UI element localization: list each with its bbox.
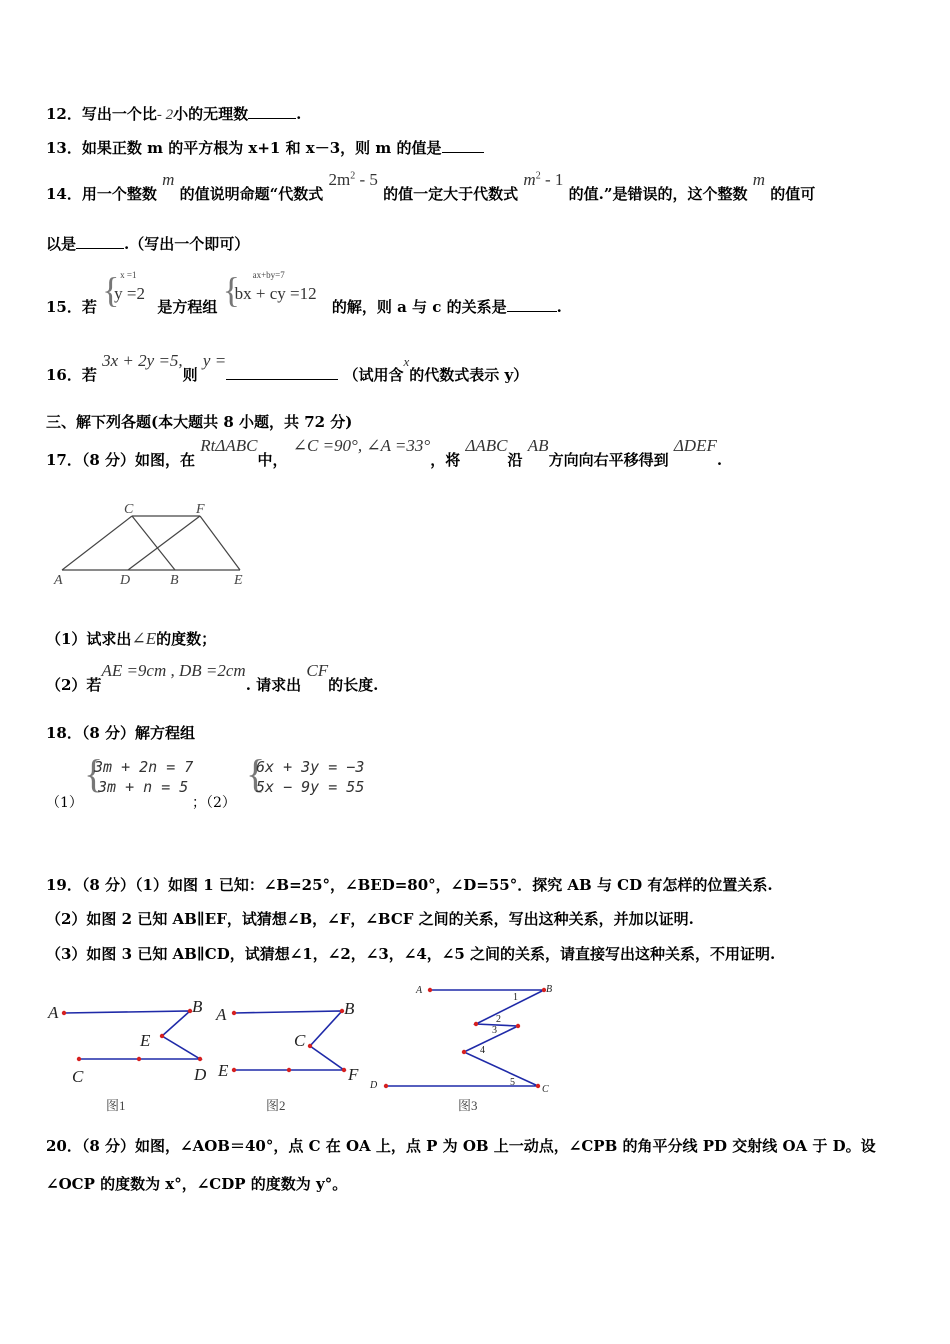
answer-blank[interactable] [248,104,296,119]
figure-1 [44,996,224,1116]
label-b: B [192,997,203,1016]
expr-2m2-5: $2m^2 - 5$ [328,170,378,189]
question-17-part1: （1）试求出∠E的度数； [46,629,217,648]
question-19-line3: （3）如图 3 已知 AB∥CD，试猜想∠1，∠2，∠3，∠4，∠5 之间的关系，请直接写出这种关系，不用证明. [46,945,776,963]
segment-fe [200,516,240,570]
question-18-systems: （1） { 3m + 2n = 7 3m + n = 5 ；（2） { 6x + 3y = −3 5x − 9y = 55 [46,751,365,811]
label-b: B [170,573,179,588]
equation-system: { ax+by=7 bx + cy =12 [222,270,317,310]
answer-blank[interactable] [442,138,484,153]
question-17-part2: （2）若AE =9cm , DB =2cm. 请求出 CF的长度. [46,661,379,694]
question-13: 13．如果正数 m 的平方根为 x+1 和 x－3，则 m 的值是 [46,137,484,158]
label-f: F [348,1065,359,1084]
question-12: 12．写出一个比- 2小的无理数 . [46,105,302,123]
label-a: A [54,573,63,588]
label-c: C [542,1084,549,1095]
figure-2 [214,996,374,1116]
angle-2-label: 2 [496,1014,501,1025]
angle-5-label: 5 [510,1077,515,1088]
label-a: A [216,1005,227,1024]
label-d: D [370,1080,378,1091]
answer-blank[interactable] [76,234,124,249]
label-e: E [218,1061,229,1080]
system1-eq1: 3m + 2n = 7 [94,758,194,776]
label-b: B [344,999,355,1018]
figure-3-caption: 图3 [458,1098,478,1113]
label-f: F [196,502,205,517]
question-16: 16．若 3x + 2y =5,则 y = （试用含x的代数式表示 y） [46,351,529,384]
expr-m2-1: $m^2 - 1$ [523,170,564,189]
figure-1-caption: 图1 [106,1098,126,1113]
answer-blank[interactable] [507,297,557,312]
section-heading: 三、解下列各题(本大题共 8 小题，共 72 分) [46,413,353,431]
answer-blank[interactable] [226,365,338,380]
label-c: C [124,502,134,517]
label-b: B [546,984,553,995]
system2-eq2: 5x − 9y = 55 [256,778,365,796]
angle-1-label: 1 [513,992,518,1003]
label-e: E [234,573,243,588]
question-19-line2: （2）如图 2 已知 AB∥EF，试猜想∠B，∠F，∠BCF 之间的关系，写出这种关系，并加以证明. [46,910,694,928]
angle-4-label: 4 [480,1045,485,1056]
label-c: C [72,1067,84,1086]
question-20-line2: ∠OCP 的度数为 x°，∠CDP 的度数为 y°。 [46,1175,348,1193]
segment-ac [62,516,132,570]
system2-eq1: 6x + 3y = −3 [256,758,365,776]
label-c: C [294,1031,306,1050]
question-20-line1: 20．（8 分）如图，∠AOB＝40°，点 C 在 OA 上，点 P 为 OB 上一动点，∠CPB 的角平分线 PD 交射线 OA 于 D。设 [46,1137,876,1155]
math-neg-two: - 2 [156,107,174,123]
question-17: 17．（8 分）如图，在 RtΔABC中， ∠C =90°, ∠A =33°，将 ΔABC沿 AB方向向右平移得到 ΔDEF. [46,436,723,469]
question-18: 18．（8 分）解方程组 [46,724,196,742]
label-e: E [140,1031,151,1050]
question-19-line1: 19．（8 分）（1）如图 1 已知：∠B=25°，∠BED=80°，∠D=55°．探究 AB 与 CD 有怎样的位置关系. [46,876,773,894]
label-a: A [48,1003,59,1022]
question-14-line2: 以是 .（写出一个即可） [46,235,250,253]
angle-3-label: 3 [492,1025,497,1036]
question-14-line1: 14．用一个整数 m 的值说明命题“代数式 $2m^2 - 5$ 的值一定大于代数式 $m^2 - 1$ 的值.”是错误的，这个整数 m 的值可 [46,170,816,203]
label-a: A [416,985,423,996]
figure-2-caption: 图2 [266,1098,286,1113]
figure-3 [366,980,566,1116]
q17-parallelogram-figure [50,496,260,588]
system1-eq2: 3m + n = 5 [98,778,189,796]
solution-system: { x =1 y =2 [102,270,145,310]
label-d: D [194,1065,207,1084]
label-d: D [120,573,131,588]
question-15: 15．若 { x =1 y =2 是方程组 { ax+by=7 bx + cy =12 的解，则 a 与 c 的关系是 . [46,270,562,316]
